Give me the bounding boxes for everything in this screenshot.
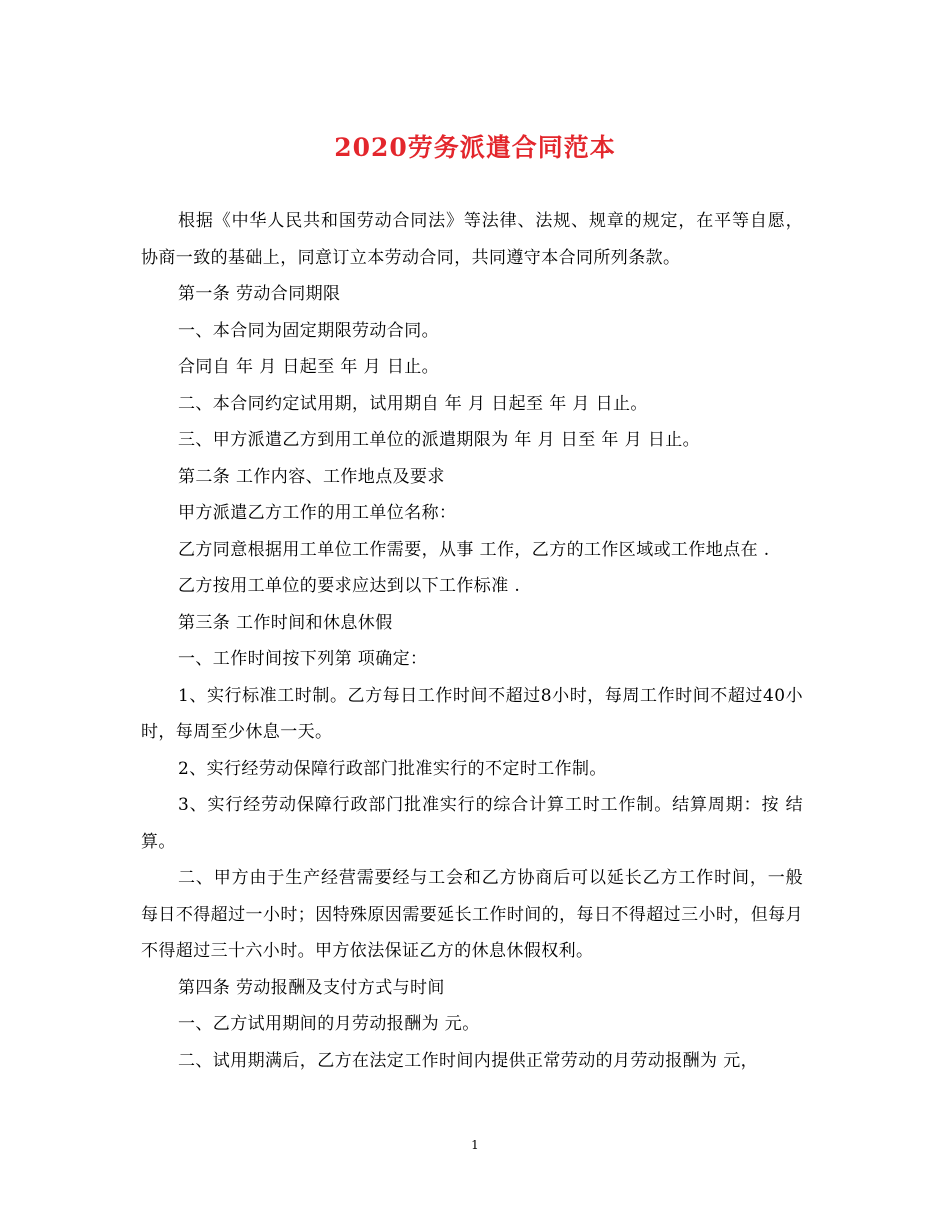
- paragraph-article-3-heading: 第三条 工作时间和休息休假: [178, 612, 393, 633]
- paragraph-article-1-item-2: 二、本合同约定试用期，试用期自 年 月 日起至 年 月 日止。: [178, 393, 648, 414]
- paragraph-standard-hours: 1、实行标准工时制。乙方每日工作时间不超过8小时，每周工作时间不超过40小时，每周至少休息一天。: [141, 685, 803, 742]
- paragraph-article-1-item-3: 三、甲方派遣乙方到用工单位的派遣期限为 年 月 日至 年 月 日止。: [178, 430, 701, 450]
- document-title: 2020劳务派遣合同范本: [334, 133, 616, 162]
- paragraph-article-1-heading: 第一条 劳动合同期限: [178, 284, 341, 304]
- paragraph-work-standard: 乙方按用工单位的要求应达到以下工作标准 .: [178, 576, 521, 596]
- paragraph-article-2-heading: 第二条 工作内容、工作地点及要求: [178, 466, 445, 487]
- paragraph-article-1-item-1: 一、本合同为固定期限劳动合同。: [178, 320, 439, 341]
- paragraph-work-location: 乙方同意根据用工单位工作需要，从事 工作，乙方的工作区域或工作地点在 .: [178, 539, 770, 560]
- paragraph-flexible-hours: 2、实行经劳动保障行政部门批准实行的不定时工作制。: [178, 758, 607, 779]
- document-body: [141, 203, 803, 1079]
- paragraph-preamble: 根据《中华人民共和国劳动合同法》等法律、法规、规章的规定，在平等自愿，协商一致的基础上，同意订立本劳动合同，共同遵守本合同所列条款。: [141, 211, 803, 268]
- paragraph-employer-name: 甲方派遣乙方工作的用工单位名称：: [178, 503, 457, 523]
- paragraph-regular-pay: 二、试用期满后，乙方在法定工作时间内提供正常劳动的月劳动报酬为 元，: [178, 1050, 759, 1071]
- paragraph-overtime: 二、甲方由于生产经营需要经与工会和乙方协商后可以延长乙方工作时间，一般每日不得超过一小时；因特殊原因需要延长工作时间的，每日不得超过三小时，但每月不得超过三十六小时。甲方依法保证乙方的休息休假权利。: [141, 868, 803, 961]
- paragraph-article-3-item-1: 一、工作时间按下列第 项确定：: [178, 649, 428, 669]
- paragraph-probation-pay: 一、乙方试用期间的月劳动报酬为 元。: [178, 1014, 480, 1034]
- paragraph-article-4-heading: 第四条 劳动报酬及支付方式与时间: [178, 977, 445, 998]
- paragraph-comprehensive-hours: 3、实行经劳动保障行政部门批准实行的综合计算工时工作制。结算周期：按 结算。: [141, 795, 803, 852]
- paragraph-contract-period: 合同自 年 月 日起至 年 月 日止。: [178, 357, 440, 377]
- page-number: 1: [471, 1138, 479, 1152]
